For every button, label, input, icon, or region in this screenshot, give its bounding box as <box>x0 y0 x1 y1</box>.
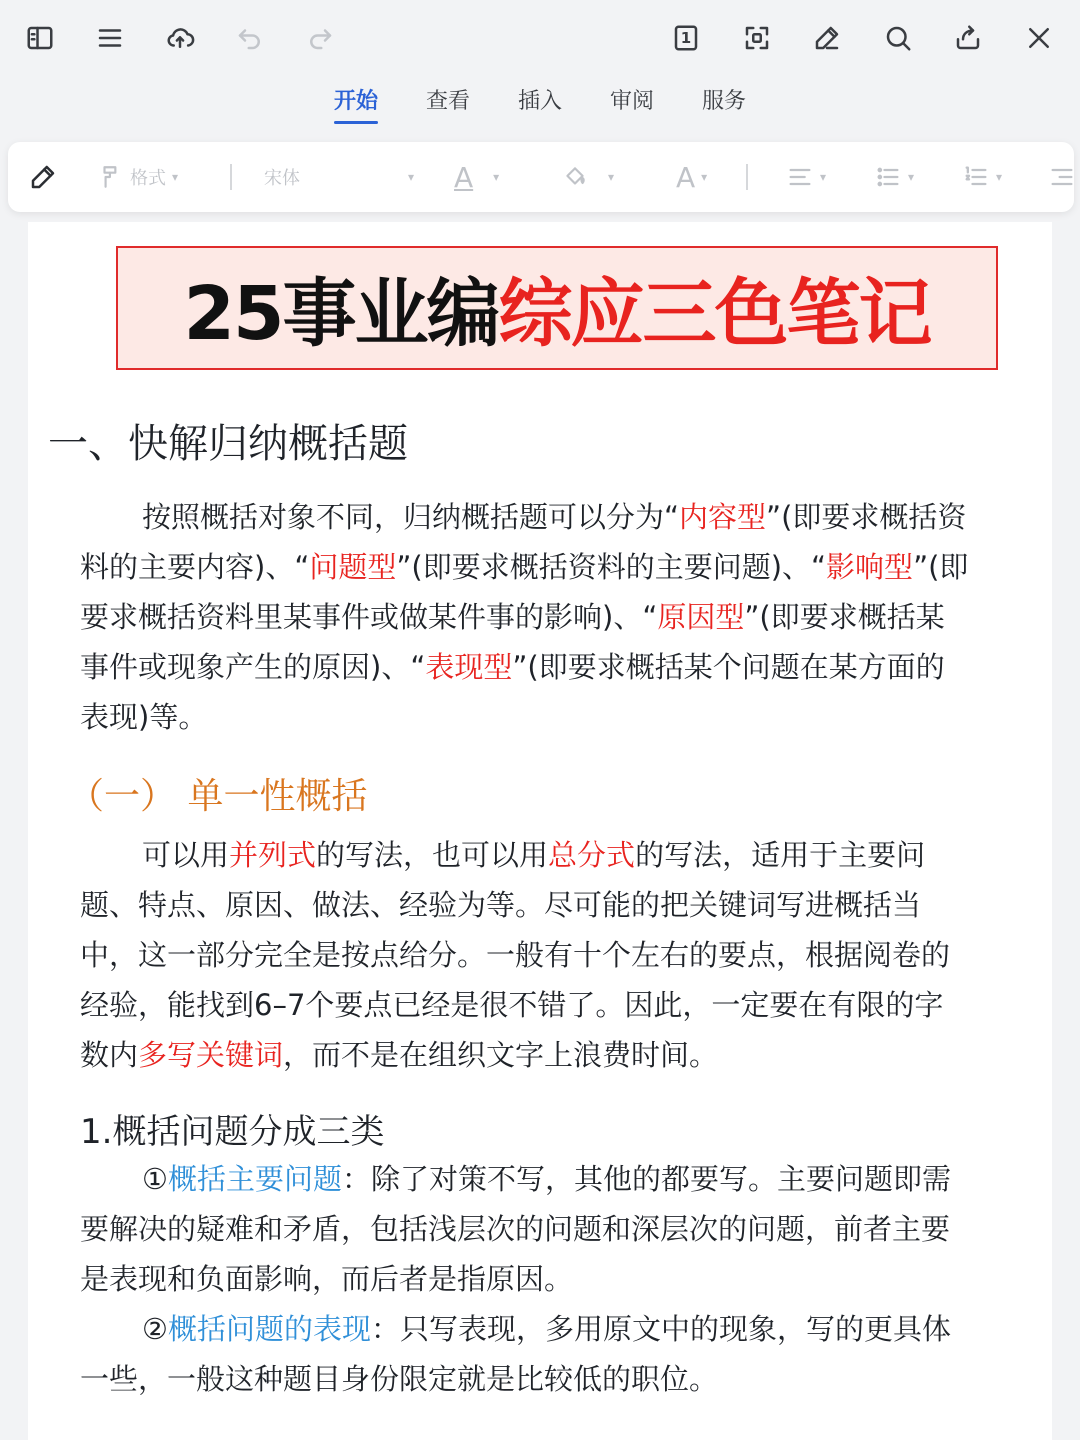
heading-1: 一、快解归纳概括题 <box>48 421 408 467</box>
divider <box>230 164 232 190</box>
tab-view[interactable]: 查看 <box>425 89 470 114</box>
format-painter-button[interactable] <box>98 142 178 212</box>
font-size-glyph: A <box>676 160 696 194</box>
divider <box>746 164 748 190</box>
title-black-part: 25事业编 <box>183 271 499 357</box>
indent-icon <box>1048 163 1074 191</box>
tab-services[interactable]: 服务 <box>702 89 747 114</box>
page-number-icon[interactable] <box>664 16 708 60</box>
font-family-label: 宋体 <box>264 168 300 189</box>
format-brush-icon <box>98 164 124 190</box>
chevron-down-icon: ▾ <box>172 170 179 184</box>
cloud-sync-icon[interactable] <box>158 16 202 60</box>
chevron-down-icon: ▾ <box>407 170 414 184</box>
document-page[interactable] <box>28 222 1052 1440</box>
highlight-button[interactable] <box>562 142 614 212</box>
numbered-list-icon <box>962 163 990 191</box>
paragraph-2: 可以用并列式的写法，也可以用总分式的写法，适用于主要问 题、特点、原因、做法、经验为等。尽可能的把关键词写进概括当 中，这一部分完全是按点给分。一般有十个左右的要点，根据阅卷的 经验，能找到6–7个要点已经是很不错了。因此，一定要在有限的字 数内多写关键词，而不是在组织文字上浪费时间。 <box>80 838 951 1072</box>
document-title <box>116 246 998 370</box>
pen-icon[interactable] <box>805 16 849 60</box>
heading-3: 1.概括问题分成三类 <box>80 1112 385 1152</box>
tab-start[interactable]: 开始 <box>334 80 378 124</box>
bullet-list-button[interactable] <box>874 142 914 212</box>
chevron-down-icon: ▾ <box>608 170 615 184</box>
edit-pencil-button[interactable] <box>28 142 58 212</box>
chevron-down-icon: ▾ <box>493 170 500 184</box>
align-button[interactable] <box>786 142 826 212</box>
font-color-button[interactable] <box>454 142 499 212</box>
top-toolbar <box>0 0 1080 76</box>
undo-icon[interactable] <box>228 16 272 60</box>
paragraph-3: ①概括主要问题：除了对策不写，其他的都要写。主要问题即需 要解决的疑难和矛盾，包括浅层次的问题和深层次的问题，前者主要 是表现和负面影响，而后者是指原因。 ②概括问题的表现：只写表现，多用原文中的现象，写的更具体 一些，一般这种题目身份限定就是比较低的职位。 <box>80 1162 952 1396</box>
bullet-list-icon <box>874 163 902 191</box>
chevron-down-icon: ▾ <box>996 170 1003 184</box>
format-label: 格式 <box>130 168 166 189</box>
ribbon-tabs <box>0 80 1080 130</box>
chevron-down-icon: ▾ <box>908 170 915 184</box>
chevron-down-icon: ▾ <box>820 170 827 184</box>
paragraph-1: 按照概括对象不同，归纳概括题可以分为“内容型”(即要求概括资 料的主要内容)、“问题型”(即要求概括资料的主要问题)、“影响型”(即 要求概括资料里某事件或做某件事的影响)、“原因型”(即要求概括某 事件或现象产生的原因)、“表现型”(即要求概括某个问题在某方面的 表现)等。 <box>80 500 969 734</box>
close-icon[interactable] <box>1017 16 1061 60</box>
page-indicator: 1 <box>680 29 692 47</box>
chevron-down-icon: ▾ <box>701 170 708 184</box>
search-icon[interactable] <box>876 16 920 60</box>
share-icon[interactable] <box>946 16 990 60</box>
menu-icon[interactable] <box>88 16 132 60</box>
font-family-select[interactable] <box>264 142 414 212</box>
font-size-button[interactable] <box>676 142 707 212</box>
title-red-part: 综应三色笔记 <box>498 271 931 357</box>
numbered-list-button[interactable] <box>962 142 1002 212</box>
fullscreen-icon[interactable] <box>735 16 779 60</box>
heading-2: （一） 单一性概括 <box>68 776 368 817</box>
indent-button[interactable] <box>1048 142 1074 212</box>
redo-icon[interactable] <box>298 16 342 60</box>
format-toolbar <box>8 142 1074 212</box>
align-icon <box>786 163 814 191</box>
tab-review[interactable]: 审阅 <box>610 89 655 114</box>
paint-bucket-icon <box>562 164 588 190</box>
font-color-glyph: A <box>454 160 474 194</box>
sidebar-icon[interactable] <box>18 16 62 60</box>
tab-insert[interactable]: 插入 <box>517 89 562 114</box>
